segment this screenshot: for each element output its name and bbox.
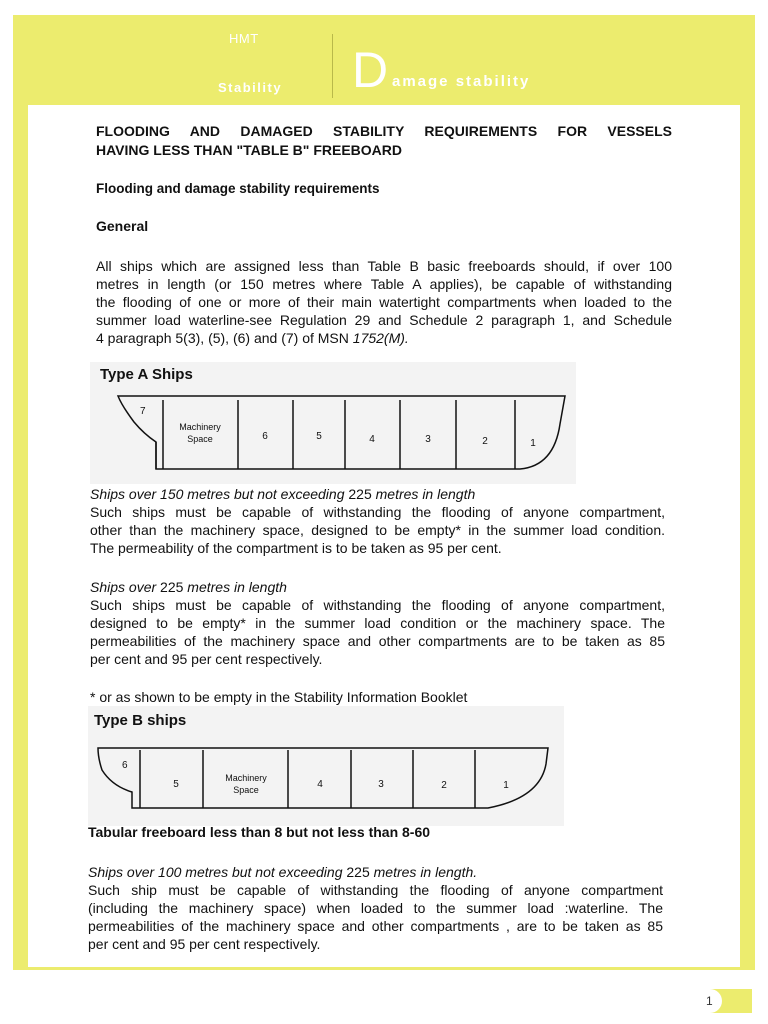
section3-heading bbox=[88, 863, 672, 881]
main-heading-line1: FLOODING AND DAMAGED STABILITY REQUIREMENTS FOR VESSELS bbox=[96, 123, 672, 139]
general-last-line-ref: 1752(M). bbox=[352, 330, 409, 346]
type-b-label: 3 bbox=[378, 779, 384, 790]
general-line: the flooding of one or more of their main watertight compartments when loaded to the bbox=[96, 294, 672, 310]
type-b-label: Machinery bbox=[225, 773, 267, 783]
section3-heading-num: 225 bbox=[346, 864, 370, 880]
type-a-label: 7 bbox=[140, 406, 146, 417]
type-b-label: 6 bbox=[122, 760, 128, 771]
type-b-hull bbox=[98, 748, 548, 808]
section2-heading-a: Ships over bbox=[90, 579, 157, 595]
section2-line: designed to be empty* in the summer load condition or the machinery space. The bbox=[90, 615, 665, 631]
section2-last-line: per cent and 95 per cent respectively. bbox=[90, 651, 323, 667]
tabular-heading: Tabular freeboard less than 8 but not less than 8-60 bbox=[88, 824, 431, 840]
section3-line: Such ship must be capable of withstanding the flooding of anyone compartment bbox=[88, 882, 663, 898]
footnote: * or as shown to be empty in the Stability Information Booklet bbox=[90, 689, 468, 705]
type-a-label: 6 bbox=[262, 431, 268, 442]
sub-heading: Flooding and damage stability requirements bbox=[96, 181, 380, 196]
type-a-hull bbox=[118, 396, 565, 469]
section1-heading-a: Ships over 150 metres but not exceeding bbox=[90, 486, 345, 502]
general-line: metres in length (or 150 metres where Table A applies), be capable of withstanding bbox=[96, 276, 672, 292]
type-a-title: Type A Ships bbox=[100, 366, 193, 383]
header-title: amage stability bbox=[392, 73, 531, 90]
section1-heading bbox=[90, 485, 672, 503]
section3-last-line: per cent and 95 per cent respectively. bbox=[88, 936, 321, 952]
type-a-label: 1 bbox=[530, 438, 536, 449]
type-b-title: Type B ships bbox=[94, 712, 187, 729]
type-b-label: 1 bbox=[503, 780, 509, 791]
general-last-line bbox=[96, 329, 672, 347]
type-a-diagram bbox=[90, 362, 576, 484]
general-line: All ships which are assigned less than Table B basic freeboards should, if over 100 bbox=[96, 258, 672, 274]
section1-last-line: The permeability of the compartment is to be taken as 95 per cent. bbox=[90, 540, 502, 556]
section1-line: other than the machinery space, designed to be empty* in the summer load condition. bbox=[90, 522, 665, 538]
header-divider bbox=[332, 34, 333, 98]
section2-heading bbox=[90, 578, 672, 596]
section2-line: Such ships must be capable of withstanding the flooding of anyone compartment, bbox=[90, 597, 665, 613]
section3-line: permeabilities of the machinery space and other compartments , are to be taken as 85 bbox=[88, 918, 663, 934]
section1-line: Such ships must be capable of withstanding the flooding of anyone compartment, bbox=[90, 504, 665, 520]
page-number: 1 bbox=[706, 994, 713, 1008]
section2-line: permeabilities of the machinery space and other compartments are to be taken as 85 bbox=[90, 633, 665, 649]
general-line: summer load waterline-see Regulation 29 and Schedule 2 paragraph 1, and Schedule bbox=[96, 312, 672, 328]
type-a-label: 5 bbox=[316, 431, 322, 442]
section1-heading-b: metres in length bbox=[375, 486, 476, 502]
section2-heading-b: metres in length bbox=[187, 579, 287, 595]
header-hmt: HMT bbox=[229, 31, 259, 46]
type-a-label: Machinery bbox=[179, 422, 221, 432]
header-drop-cap: D bbox=[352, 42, 389, 98]
type-b-label: 5 bbox=[173, 779, 179, 790]
general-last-line-text: 4 paragraph 5(3), (5), (6) and (7) of MSN bbox=[96, 330, 353, 346]
main-heading-line2: HAVING LESS THAN "TABLE B" FREEBOARD bbox=[96, 142, 402, 158]
section3-heading-a: Ships over 100 metres but not exceeding bbox=[88, 864, 343, 880]
type-a-label: Space bbox=[187, 434, 213, 444]
section1-heading-num: 225 bbox=[348, 486, 372, 502]
section2-heading-num: 225 bbox=[160, 579, 184, 595]
type-b-label: 4 bbox=[317, 779, 323, 790]
section3-heading-b: metres in length. bbox=[373, 864, 478, 880]
type-a-label: 3 bbox=[425, 434, 431, 445]
header-stability: Stability bbox=[218, 80, 283, 95]
type-b-diagram bbox=[88, 706, 564, 826]
section3-line: (including the machinery space) when loaded to the summer load :waterline. The bbox=[88, 900, 663, 916]
type-b-label: Space bbox=[233, 785, 259, 795]
general-heading: General bbox=[96, 218, 149, 234]
type-a-label: 4 bbox=[369, 434, 375, 445]
type-b-label: 2 bbox=[441, 780, 447, 791]
type-a-label: 2 bbox=[482, 436, 488, 447]
